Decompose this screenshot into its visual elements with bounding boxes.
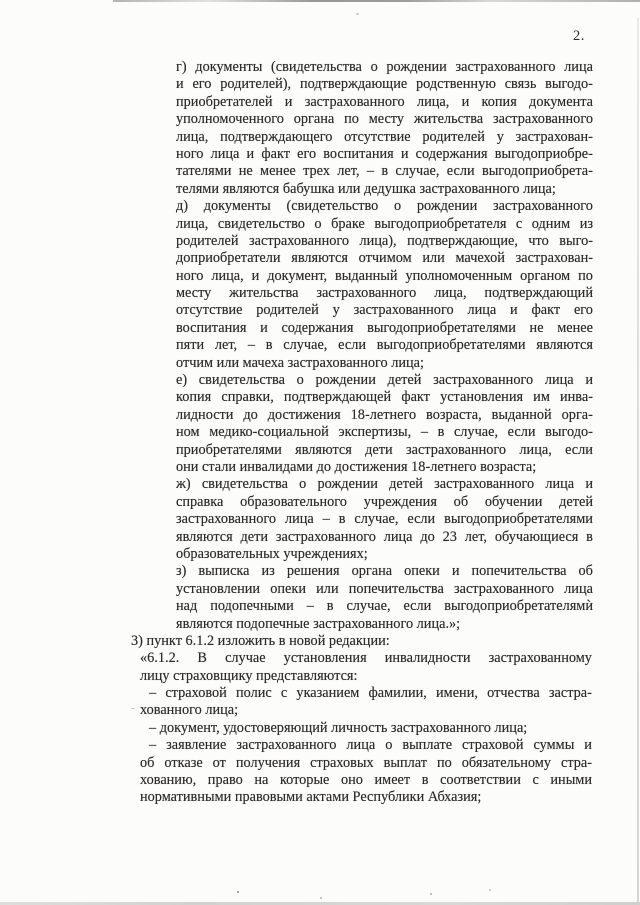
text-line: родителей застрахованного лица), подтверждающие, что выго-: [176, 232, 593, 249]
text-line: и его родителей), подтверждающие родственную связь выгодо-: [176, 76, 593, 93]
text-line: хованию, право на которые оно имеет в соответствии с иными: [140, 772, 592, 789]
subparagraph-z: [176, 563, 593, 633]
text-line: – страховой полис с указанием фамилии, имени, отчества застра-: [149, 685, 592, 702]
scan-speck: [237, 891, 239, 893]
clause-6-1-2-intro: [140, 650, 592, 685]
text-line: застрахованного лица – в случае, если выгодоприобретателями: [176, 511, 593, 528]
dash-item-policy: [140, 685, 592, 720]
text-line: з) выписка из решения органа опеки и попечительства об: [176, 563, 593, 580]
text-line: ного лица и факт его воспитания и содержания выгодоприобре-: [176, 145, 593, 162]
dash-item-application: [140, 737, 592, 807]
text-line: установлении опеки или попечительства застрахованного лица: [176, 580, 593, 597]
subparagraph-g: [176, 59, 593, 198]
text-line: они стали инвалидами до достижения 18-летнего возраста;: [176, 458, 537, 475]
text-line: лица, подтверждающего отсутствие родителей у застрахован-: [176, 128, 593, 145]
text-line: приобретателями являются дети застрахованного лица, если: [176, 441, 593, 458]
text-line: являются подопечные застрахованного лица.»;: [176, 615, 461, 632]
text-line: копия справки, подтверждающей факт установления им инва-: [176, 389, 593, 406]
text-line: отчим или мачеха застрахованного лица;: [176, 354, 424, 371]
text-line: уполномоченного органа по месту жительства застрахованного: [176, 111, 593, 128]
text-line: пяти лет, – в случае, если выгодоприобретателями являются: [176, 337, 593, 354]
text-line: д) документы (свидетельство о рождении застрахованного: [176, 198, 593, 215]
subparagraph-zh: [176, 476, 593, 563]
text-line: об отказе от получения страховых выплат по обязательному стра-: [140, 754, 592, 771]
subparagraph-e: [176, 372, 593, 476]
subparagraph-d: [176, 198, 593, 372]
text-line: телями являются бабушка или дедушка застрахованного лица;: [176, 180, 556, 197]
text-line: 3) пункт 6.1.2 изложить в новой редакции:: [131, 632, 390, 649]
text-line: – заявление застрахованного лица о выплате страховой суммы и: [149, 737, 592, 754]
text-line: – документ, удостоверяющий личность застрахованного лица;: [149, 719, 528, 736]
dash-item-identity-document: [140, 720, 592, 737]
scan-speck: [320, 897, 322, 899]
text-line: лицу страховщику представляются:: [140, 667, 358, 684]
text-line: являются дети застрахованного лица до 23 лет, обучающиеся в: [176, 528, 593, 545]
text-line: «6.1.2. В случае установления инвалидности застрахованному: [140, 650, 592, 667]
text-line: хованного лица;: [140, 702, 239, 719]
scan-artifact-top-edge: [113, 0, 640, 2]
text-line: образовательных учреждениях;: [176, 545, 368, 562]
text-line: лица, свидетельство о браке выгодоприобретателя с одним из: [176, 215, 593, 232]
text-line: нормативными правовыми актами Республики Абхазия;: [140, 789, 482, 806]
text-line: над подопечными – в случае, если выгодоприобретателямѝ: [176, 598, 593, 615]
text-line: приобретателей и застрахованного лица, и копия документа: [176, 93, 593, 110]
document-text-flow: [0, 59, 640, 807]
text-line: воспитания и содержания выгодоприобретателями не менее: [176, 319, 593, 336]
scan-speck: [356, 13, 359, 15]
text-line: отсутствие родителей у застрахованного лица и факт его: [176, 302, 593, 319]
text-line: е) свидетельства о рождении детей застрахованного лица и: [176, 372, 593, 389]
page-number: 2.: [573, 28, 585, 44]
scan-speck: [430, 893, 432, 895]
text-line: г) документы (свидетельства о рождении застрахованного лица: [176, 59, 593, 75]
text-line: тателями не менее трех лет, – в случае, если выгодоприобрета-: [176, 163, 593, 180]
text-line: лидности до достижения 18-летнего возраста, выданной орга-: [176, 406, 593, 423]
text-line: ном медико-социальной экспертизы, – в случае, если выгодо-: [176, 424, 593, 441]
item-3: [131, 633, 593, 650]
text-line: справка образовательного учреждения об обучении детей: [176, 493, 593, 510]
text-line: месту жительства застрахованного лица, подтверждающий: [176, 285, 593, 302]
text-line: ж) свидетельства о рождении детей застрахованного лица и: [176, 476, 593, 493]
text-line: ного лица, и документ, выданный уполномоченным органом по: [176, 267, 593, 284]
scan-speck: [489, 889, 491, 891]
text-line: доприобретатели являются отчимом или мачехой застрахован-: [176, 250, 593, 267]
